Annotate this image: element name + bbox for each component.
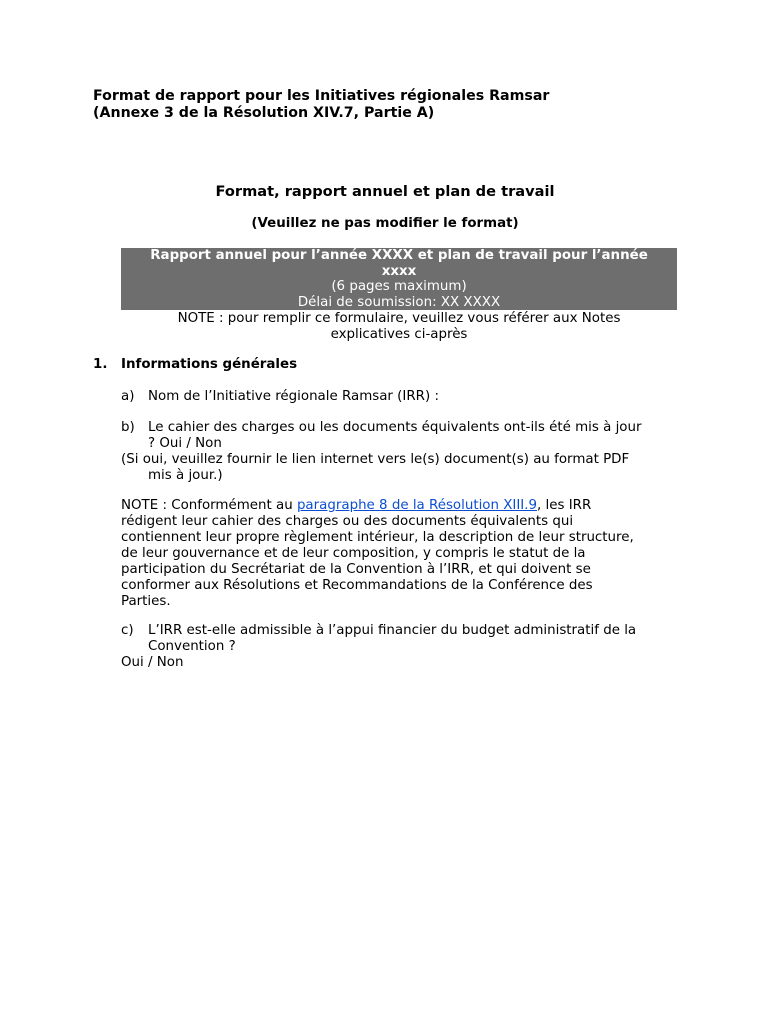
resolution-note-prefix: NOTE : Conformément au	[121, 498, 297, 513]
resolution-note-line-6: conformer aux Résolutions et Recommandations de la Conférence des	[121, 578, 593, 593]
resolution-note-line-2: rédigent leur cahier des charges ou des documents équivalents qui	[121, 514, 574, 529]
question-c-line-1: L’IRR est-elle admissible à l’appui financier du budget administratif de la	[148, 623, 637, 638]
intro-note	[121, 311, 677, 343]
report-banner	[121, 248, 677, 310]
question-c-answer: Oui / Non	[121, 655, 184, 670]
question-c-label: c)	[121, 623, 134, 638]
section-1-number: 1.	[93, 357, 108, 372]
question-a	[121, 389, 439, 405]
question-a-label: a)	[121, 389, 135, 404]
resolution-note-line-3: contiennent leur propre règlement intérieur, la description de leur structure,	[121, 530, 634, 545]
section-1-heading	[93, 357, 297, 373]
section-subtitle: (Veuillez ne pas modifier le format)	[251, 216, 519, 231]
question-c-line-2: Convention ?	[148, 639, 236, 654]
intro-note-line-1: NOTE : pour remplir ce formulaire, veuillez vous référer aux Notes	[177, 311, 621, 326]
question-b-line-1: Le cahier des charges ou les documents équivalents ont-ils été mis à jour	[148, 420, 642, 435]
banner-deadline: Délai de soumission: XX XXXX	[297, 294, 501, 310]
question-b-label: b)	[121, 420, 135, 435]
section-title: Format, rapport annuel et plan de travail	[215, 183, 555, 200]
resolution-link[interactable]: paragraphe 8 de la Résolution XIII.9	[296, 498, 538, 513]
intro-note-line-2: explicatives ci-après	[330, 327, 468, 342]
banner-title-line-1: Rapport annuel pour l’année XXXX et plan de travail pour l’année	[150, 248, 648, 263]
document-title-line-2: (Annexe 3 de la Résolution XIV.7, Partie A)	[93, 105, 435, 121]
resolution-note	[121, 498, 634, 610]
document-title-line-1: Format de rapport pour les Initiatives régionales Ramsar	[93, 88, 550, 104]
question-b	[121, 420, 641, 484]
resolution-note-suffix: , les IRR	[537, 498, 592, 513]
resolution-note-line-7: Parties.	[121, 594, 171, 609]
question-b-hint-line-1: (Si oui, veuillez fournir le lien internet vers le(s) document(s) au format PDF	[121, 452, 630, 467]
question-c	[121, 623, 636, 671]
question-a-text: Nom de l’Initiative régionale Ramsar (IRR) :	[148, 389, 439, 404]
resolution-note-line-4: de leur gouvernance et de leur composition, y compris le statut de la	[121, 546, 586, 561]
question-b-hint-line-2: mis à jour.)	[148, 468, 223, 483]
resolution-note-line-5: participation du Secrétariat de la Convention à l’IRR, et qui doivent se	[121, 562, 591, 577]
banner-title-line-2: xxxx	[381, 263, 417, 279]
banner-title	[121, 248, 677, 279]
document-title	[93, 88, 549, 122]
section-1-title: Informations générales	[121, 357, 298, 372]
question-b-line-2: ? Oui / Non	[148, 436, 222, 451]
banner-page-limit: (6 pages maximum)	[331, 279, 467, 294]
